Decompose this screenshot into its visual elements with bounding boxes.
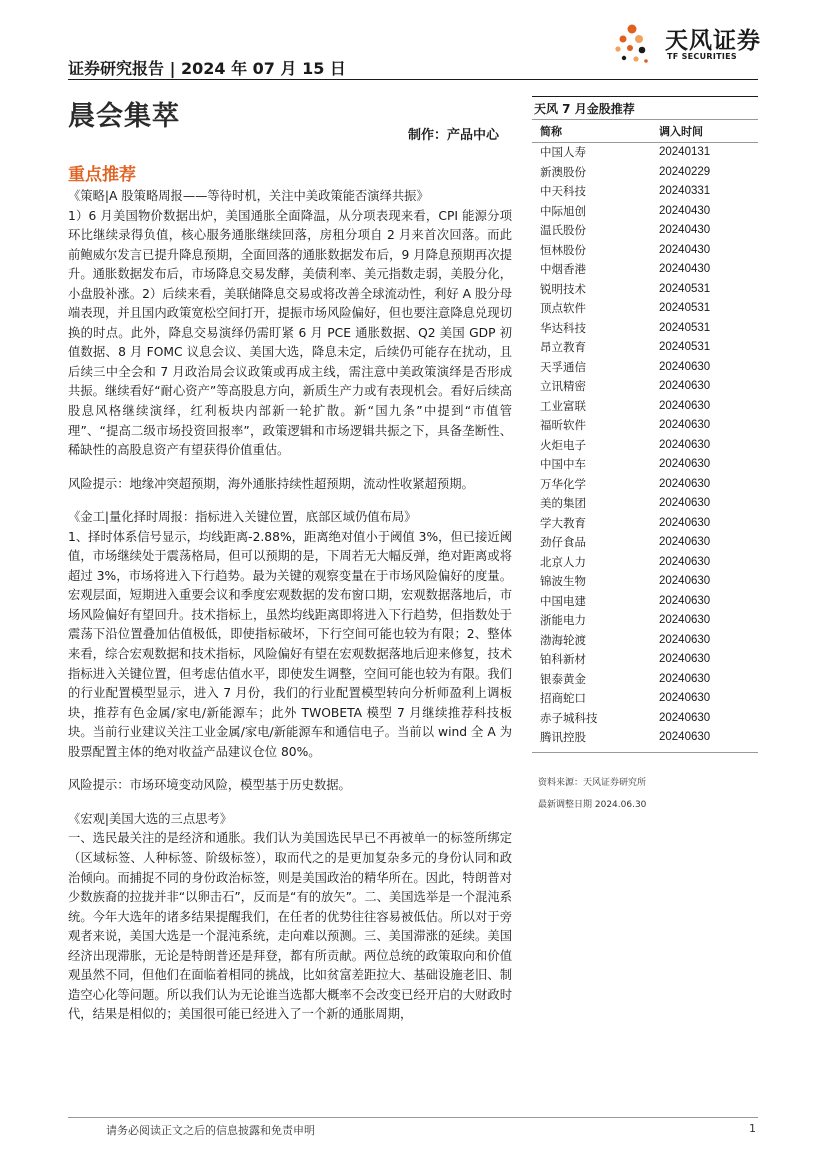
stock-added-date: 20240430 xyxy=(659,224,711,236)
stock-added-date: 20240630 xyxy=(659,731,711,743)
table-row xyxy=(532,514,758,534)
table-row xyxy=(532,338,758,358)
stock-name: 中烟香港 xyxy=(540,262,586,276)
table-row xyxy=(532,650,758,670)
main-content xyxy=(68,187,512,1025)
article-risk-note: 风险提示：地缘冲突超预期，海外通胀持续性超预期，流动性收紧超预期。 xyxy=(68,476,474,491)
table-row xyxy=(532,709,758,729)
stock-added-date: 20240630 xyxy=(659,380,711,392)
footer-disclaimer: 请务必阅读正文之后的信息披露和免责申明 xyxy=(106,1124,315,1137)
page-number: 1 xyxy=(749,1122,756,1135)
table-row xyxy=(532,728,758,748)
report-header-title: 证券研究报告 | 2024 年 07 月 15 日 xyxy=(68,59,346,78)
stock-added-date: 20240630 xyxy=(659,614,711,626)
table-row xyxy=(532,377,758,397)
stock-added-date: 20240531 xyxy=(659,302,711,314)
stock-name: 万华化学 xyxy=(540,476,586,491)
table-row xyxy=(532,436,758,456)
table-row xyxy=(532,143,758,163)
table-row xyxy=(532,163,758,183)
document-title: 晨会集萃 xyxy=(68,101,180,132)
stock-name: 铂科新材 xyxy=(540,652,586,666)
stock-added-date: 20240630 xyxy=(659,672,711,685)
stock-added-date: 20240229 xyxy=(659,165,711,178)
stock-name: 火炬电子 xyxy=(540,437,586,452)
stock-name: 劲仔食品 xyxy=(540,535,586,549)
table-body xyxy=(532,143,758,748)
stock-name: 中天科技 xyxy=(540,184,586,198)
stock-name: 天孚通信 xyxy=(540,359,586,374)
table-row xyxy=(532,553,758,573)
header-divider xyxy=(68,79,758,80)
stock-name: 腾讯控股 xyxy=(540,730,586,744)
table-row xyxy=(532,670,758,690)
stock-added-date: 20240331 xyxy=(659,185,711,197)
stock-name: 中国中车 xyxy=(540,457,586,471)
stock-added-date: 20240430 xyxy=(659,243,711,256)
table-row xyxy=(532,689,758,709)
column-header-date: 调入时间 xyxy=(659,125,703,138)
stock-name: 福昕软件 xyxy=(540,418,586,432)
stock-added-date: 20240630 xyxy=(659,477,711,490)
stock-name: 赤子城科技 xyxy=(540,710,598,725)
table-row xyxy=(532,533,758,553)
table-row xyxy=(532,592,758,612)
stock-added-date: 20240630 xyxy=(659,458,711,470)
stock-name: 工业富联 xyxy=(540,398,586,413)
article-risk-note: 风险提示：市场环境变动风险，模型基于历史数据。 xyxy=(68,778,351,793)
stock-name: 学大教育 xyxy=(540,515,586,530)
logo-chinese-name: 天风证券 xyxy=(665,28,761,54)
stock-added-date: 20240630 xyxy=(659,555,711,568)
table-row xyxy=(532,358,758,378)
table-row xyxy=(532,631,758,651)
stock-added-date: 20240630 xyxy=(659,575,711,587)
stock-name: 渤海轮渡 xyxy=(540,632,586,647)
table-row xyxy=(532,241,758,261)
article-title: 《宏观|美国大选的三点思考》 xyxy=(68,811,233,826)
table-update-date: 最新调整日期 2024.06.30 xyxy=(538,799,647,810)
table-row xyxy=(532,221,758,241)
stock-added-date: 20240630 xyxy=(659,633,711,646)
stock-name: 浙能电力 xyxy=(540,613,586,627)
stock-name: 昂立教育 xyxy=(540,340,586,354)
stock-name: 华达科技 xyxy=(540,320,586,335)
stock-name: 锦波生物 xyxy=(540,574,586,588)
stock-name: 美的集团 xyxy=(540,496,586,510)
table-source: 资料来源：天风证券研究所 xyxy=(538,777,647,788)
stock-name: 立讯精密 xyxy=(540,379,586,393)
stock-added-date: 20240131 xyxy=(659,146,711,158)
footer-divider xyxy=(68,1117,758,1118)
stock-name: 银泰黄金 xyxy=(540,671,586,686)
section-heading: 重点推荐 xyxy=(68,165,136,185)
stock-name: 中际旭创 xyxy=(540,203,586,218)
stock-name: 恒林股份 xyxy=(540,242,586,257)
stock-recommendation-table xyxy=(532,96,758,810)
stock-added-date: 20240630 xyxy=(659,516,711,529)
table-row xyxy=(532,416,758,436)
article-title: 《金工|量化择时周报：指标进入关键位置，底部区域仍值布局》 xyxy=(68,510,417,525)
table-row xyxy=(532,611,758,631)
stock-added-date: 20240630 xyxy=(659,399,711,412)
table-row xyxy=(532,202,758,222)
stock-added-date: 20240630 xyxy=(659,438,711,451)
stock-name: 中国人寿 xyxy=(540,145,586,159)
stock-added-date: 20240531 xyxy=(659,341,711,353)
stock-added-date: 20240630 xyxy=(659,536,711,548)
table-row xyxy=(532,319,758,339)
table-bottom-rule xyxy=(532,752,758,753)
stock-added-date: 20240430 xyxy=(659,263,711,275)
stock-added-date: 20240630 xyxy=(659,711,711,724)
stock-name: 新澳股份 xyxy=(540,164,586,179)
stock-added-date: 20240630 xyxy=(659,594,711,607)
table-row xyxy=(532,299,758,319)
table-title: 天风 7 月金股推荐 xyxy=(532,96,758,119)
table-header xyxy=(532,119,758,143)
stock-name: 北京人力 xyxy=(540,554,586,569)
document-author: 制作：产品中心 xyxy=(408,128,500,143)
stock-name: 中国电建 xyxy=(540,593,586,608)
stock-added-date: 20240430 xyxy=(659,204,711,217)
table-row xyxy=(532,280,758,300)
stock-added-date: 20240531 xyxy=(659,282,711,295)
article-body: 1、择时体系信号显示，均线距离-2.88%，距离绝对值小于阈值 3%，但已接近阈值，市场继续处于震荡格局，但可以预期的是，下周若无大幅反弹，绝对距离或将超过 3%，市场将进入下行趋势。最为关键的观察变量在于市场风险偏好的度量。宏观层面，短期进入重要会议和季度宏观数据的发布窗口期，宏观数据落地后，市场风险偏好有望回升。技术指标上，虽然均线距离即将进入下行趋势，但指数处于震荡下沿位置叠加估值极低，即使指标破坏，下行空间可能也较为有限；2、整体来看，综合宏观数据和技术指标，风险偏好有望在宏观数据落地后迎来修复，技术指标进入关键位置，但考虑估值水平，即使发生调整，空间可能也较为有限。我们的行业配置模型显示，进入 7 月份，我们的行业配置模型转向分析师盈利上调板块，推荐有色金属/家电/新能源车；此外 TWOBETA 模型 7 月继续推荐科技板块。当前行业建议关注工业金属/家电/新能源车和通信电子。当前以 wind 全 A 为股票配置主体的绝对收益产品建议仓位 80%。 xyxy=(68,529,512,759)
stock-added-date: 20240630 xyxy=(659,360,711,373)
stock-added-date: 20240630 xyxy=(659,419,711,431)
logo-english-name: TF SECURITIES xyxy=(667,52,737,61)
table-row xyxy=(532,455,758,475)
article-title: 《策略|A 股策略周报——等待时机，关注中美政策能否演绎共振》 xyxy=(68,189,429,203)
stock-added-date: 20240630 xyxy=(659,653,711,665)
article-body: 一、选民最关注的是经济和通胀。我们认为美国选民早已不再被单一的标签所绑定（区域标签、人种标签、阶级标签），取而代之的是更加复杂多元的身份认同和政治倾向。而捕捉不同的身份政治标签，则是美国政治的精华所在。因此，特朗普对少数族裔的拉拢并非“以卵击石”，反而是“有的放矢”。二、美国选举是一个混沌系统。今年大选年的诸多结果提醒我们，在任者的优势往往容易被低估。所以对于旁观者来说，美国大选是一个混沌系统，走向难以预测。三、美国滞涨的延续。美国经济出现滞胀，无论是特朗普还是拜登，都有所贡献。两位总统的政策取向和价值观虽然不同，但他们在面临着相同的挑战，比如贫富差距拉大、基础设施老旧、制造空心化等问题。所以我们认为无论谁当选都大概率不会改变已经开启的大财政时代，结果是相似的；美国很可能已经进入了一个新的通胀周期， xyxy=(68,831,512,1022)
table-row xyxy=(532,182,758,202)
column-header-name: 简称 xyxy=(540,125,562,138)
stock-added-date: 20240630 xyxy=(659,497,711,509)
table-row xyxy=(532,260,758,280)
stock-name: 温氏股份 xyxy=(540,223,586,237)
table-row xyxy=(532,475,758,495)
stock-name: 顶点软件 xyxy=(540,301,586,315)
table-row xyxy=(532,572,758,592)
table-row xyxy=(532,397,758,417)
stock-added-date: 20240630 xyxy=(659,692,711,704)
table-row xyxy=(532,494,758,514)
stock-name: 招商蛇口 xyxy=(540,691,586,705)
article-body: 1）6 月美国物价数据出炉，美国通胀全面降温，从分项表现来看，CPI 能源分项环比继续录得负值，核心服务通胀继续回落，房租分项自 2 月来首次回落。而此前鲍威尔发言已提升降息预期，全面回落的通胀数据发布后，9 月降息预期再次提升。通胀数据发布后，市场降息交易发酵，美债利率、美元指数走弱，美股分化，小盘股补涨。2）后续来看，美联储降息交易或将改善全球流动性，利好 A 股分母端表现，并且国内政策宽松空间打开，提振市场风险偏好，但也要注意降息兑现切换的时点。此外，降息交易演绎仍需盯紧 6 月 PCE 通胀数据、Q2 美国 GDP 初值数据、8 月 FOMC 议息会议、美国大选，降息未定，后续仍可能存在扰动，且后续三中全会和 7 月政治局会议政策或再成主线，需注意中美政策演绎是否形成共振。继续看好“耐心资产”等高股息方向，新质生产力或有表现机会。看好后续高股息风格继续演绎，红利板块内部新一轮扩散。新“国九条”中提到“市值管理”、“提高二级市场投资回报率”，政策逻辑和市场逻辑共振之下，具备垄断性、稀缺性的高股息资产有望获得价值重估。 xyxy=(68,208,512,458)
stock-name: 锐明技术 xyxy=(540,281,586,296)
stock-added-date: 20240531 xyxy=(659,321,711,334)
